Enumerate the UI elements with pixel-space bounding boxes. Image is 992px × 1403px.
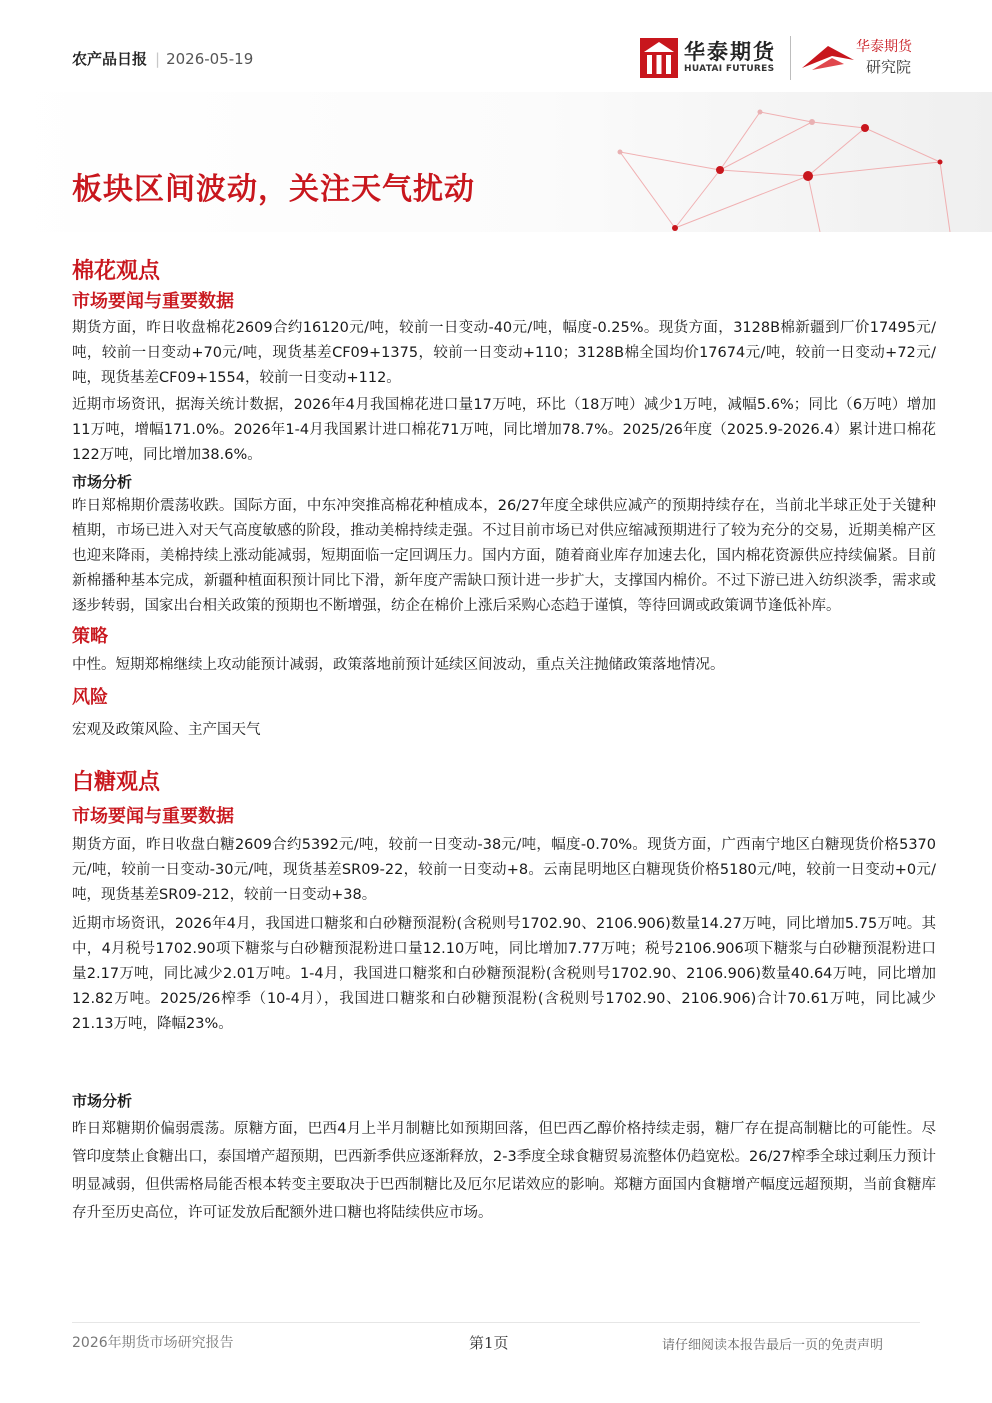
company-logo xyxy=(640,34,930,86)
cotton-news-paragraph-1: 期货方面，昨日收盘棉花2609合约16120元/吨，较前一日变动-40元/吨，幅度-0.25%。现货方面，3128B棉新疆到厂价17495元/吨，较前一日变动+70元/吨，现货基差CF09+1375，较前一日变动+110；3128B棉全国均价17674元/吨，较前一日变动+72元/吨，现货基差CF09+1554，较前一日变动+112。 xyxy=(72,320,936,386)
disclaimer-note: 请仔细阅读本报告最后一页的免责声明 xyxy=(662,1338,884,1353)
header-separator: | xyxy=(155,50,161,68)
cotton-analysis-paragraph: 昨日郑棉期价震荡收跌。国际方面，中东冲突推高棉花种植成本，26/27年度全球供应减产的预期持续存在，当前北半球正处于关键种植期，市场已进入对天气高度敏感的阶段，推动美棉持续走强。不过目前市场已对供应缩减预期进行了较为充分的交易，近期美棉产区也迎来降雨，美棉持续上涨动能减弱，短期面临一定回调压力。国内方面，随着商业库存加速去化，国内棉花资源供应持续偏紧。目前新棉播种基本完成，新疆种植面积预计同比下滑，新年度产需缺口预计进一步扩大，支撑国内棉价。不过下游已进入纺织淡季，需求或逐步转弱，国家出台相关政策的预期也不断增强，纺企在棉价上涨后采购心态趋于谨慎，等待回调或政策调节逢低补库。 xyxy=(72,498,936,614)
logo-english-name: HUATAI FUTURES xyxy=(684,64,775,74)
logo-divider xyxy=(790,36,791,80)
institute-name: 华泰期货 xyxy=(856,39,912,55)
cotton-news-paragraph-2: 近期市场资讯，据海关统计数据，2026年4月我国棉花进口量17万吨，环比（18万吨）减少1万吨，减幅5.6%；同比（6万吨）增加11万吨，增幅171.0%。2026年1-4月我国累计进口棉花71万吨，同比增加78.7%。2025/26年度（2025.9-2026.4）累计进口棉花122万吨，同比增加38.6%。 xyxy=(72,397,936,463)
title-banner xyxy=(0,92,992,232)
cotton-strategy-heading: 策略 xyxy=(72,626,108,647)
sugar-section xyxy=(72,767,936,1227)
report-body xyxy=(72,256,936,1227)
report-header xyxy=(72,48,253,69)
sugar-news-paragraph-2: 近期市场资讯，2026年4月，我国进口糖浆和白砂糖预混粉(含税则号1702.90、2106.906)数量14.27万吨，同比增加5.75万吨。其中，4月税号1702.90项下糖浆与白砂糖预混粉进口量12.10万吨，同比增加7.77万吨；税号2106.906项下糖浆与白砂糖预混粉进口量2.17万吨，同比减少2.01万吨。1-4月，我国进口糖浆和白砂糖预混粉(含税则号1702.90、2106.906)数量40.64万吨，同比增加12.82万吨。2025/26榨季（10-4月），我国进口糖浆和白砂糖预混粉(含税则号1702.90、2106.906)合计70.61万吨，同比减少21.13万吨，降幅23%。 xyxy=(72,916,936,1032)
cotton-heading: 棉花观点 xyxy=(72,259,161,284)
sugar-news-heading: 市场要闻与重要数据 xyxy=(72,806,234,827)
cotton-analysis-heading: 市场分析 xyxy=(72,473,133,491)
report-title: 板块区间波动，关注天气扰动 xyxy=(72,172,475,207)
footer-report-name: 2026年期货市场研究报告 xyxy=(72,1335,234,1351)
sugar-analysis-paragraph: 昨日郑糖期价偏弱震荡。原糖方面，巴西4月上半月制糖比如预期回落，但巴西乙醇价格持续走弱，糖厂存在提高制糖比的可能性。尽管印度禁止食糖出口，泰国增产超预期，巴西新季供应逐渐释放，2-3季度全球食糖贸易流整体仍趋宽松。26/27榨季全球过剩压力预计明显减弱，但供需格局能否根本转变主要取决于巴西制糖比及厄尔尼诺效应的影响。郑糖方面国内食糖增产幅度远超预期，当前食糖库存升至历史高位，许可证发放后配额外进口糖也将陆续供应市场。 xyxy=(72,1121,936,1221)
institute-logo-icon xyxy=(798,40,858,74)
sugar-news-paragraph-1: 期货方面，昨日收盘白糖2609合约5392元/吨，较前一日变动-38元/吨，幅度-0.70%。现货方面，广西南宁地区白糖现货价格5370元/吨，较前一日变动-30元/吨，现货基差SR09-22，较前一日变动+8。云南昆明地区白糖现货价格5180元/吨，较前一日变动+0元/吨，现货基差SR09-212，较前一日变动+38。 xyxy=(72,837,936,903)
sugar-analysis-heading: 市场分析 xyxy=(72,1092,133,1110)
footer-divider xyxy=(72,1322,920,1323)
cotton-section xyxy=(72,256,936,743)
report-date: 2026-05-19 xyxy=(166,50,254,68)
cotton-strategy-paragraph: 中性。短期郑棉继续上攻动能预计减弱，政策落地前预计延续区间波动，重点关注抛储政策落地情况。 xyxy=(72,657,725,673)
cotton-risk-heading: 风险 xyxy=(72,687,108,708)
page-number: 第1页 xyxy=(469,1334,509,1352)
logo-chinese-name: 华泰期货 xyxy=(684,40,776,64)
huatai-logo-icon xyxy=(640,38,678,78)
institute-subname: 研究院 xyxy=(866,58,912,76)
cotton-risk-paragraph: 宏观及政策风险、主产国天气 xyxy=(72,722,261,738)
report-category: 农产品日报 xyxy=(72,50,148,68)
cotton-news-heading: 市场要闻与重要数据 xyxy=(72,291,234,312)
sugar-heading: 白糖观点 xyxy=(72,770,161,795)
